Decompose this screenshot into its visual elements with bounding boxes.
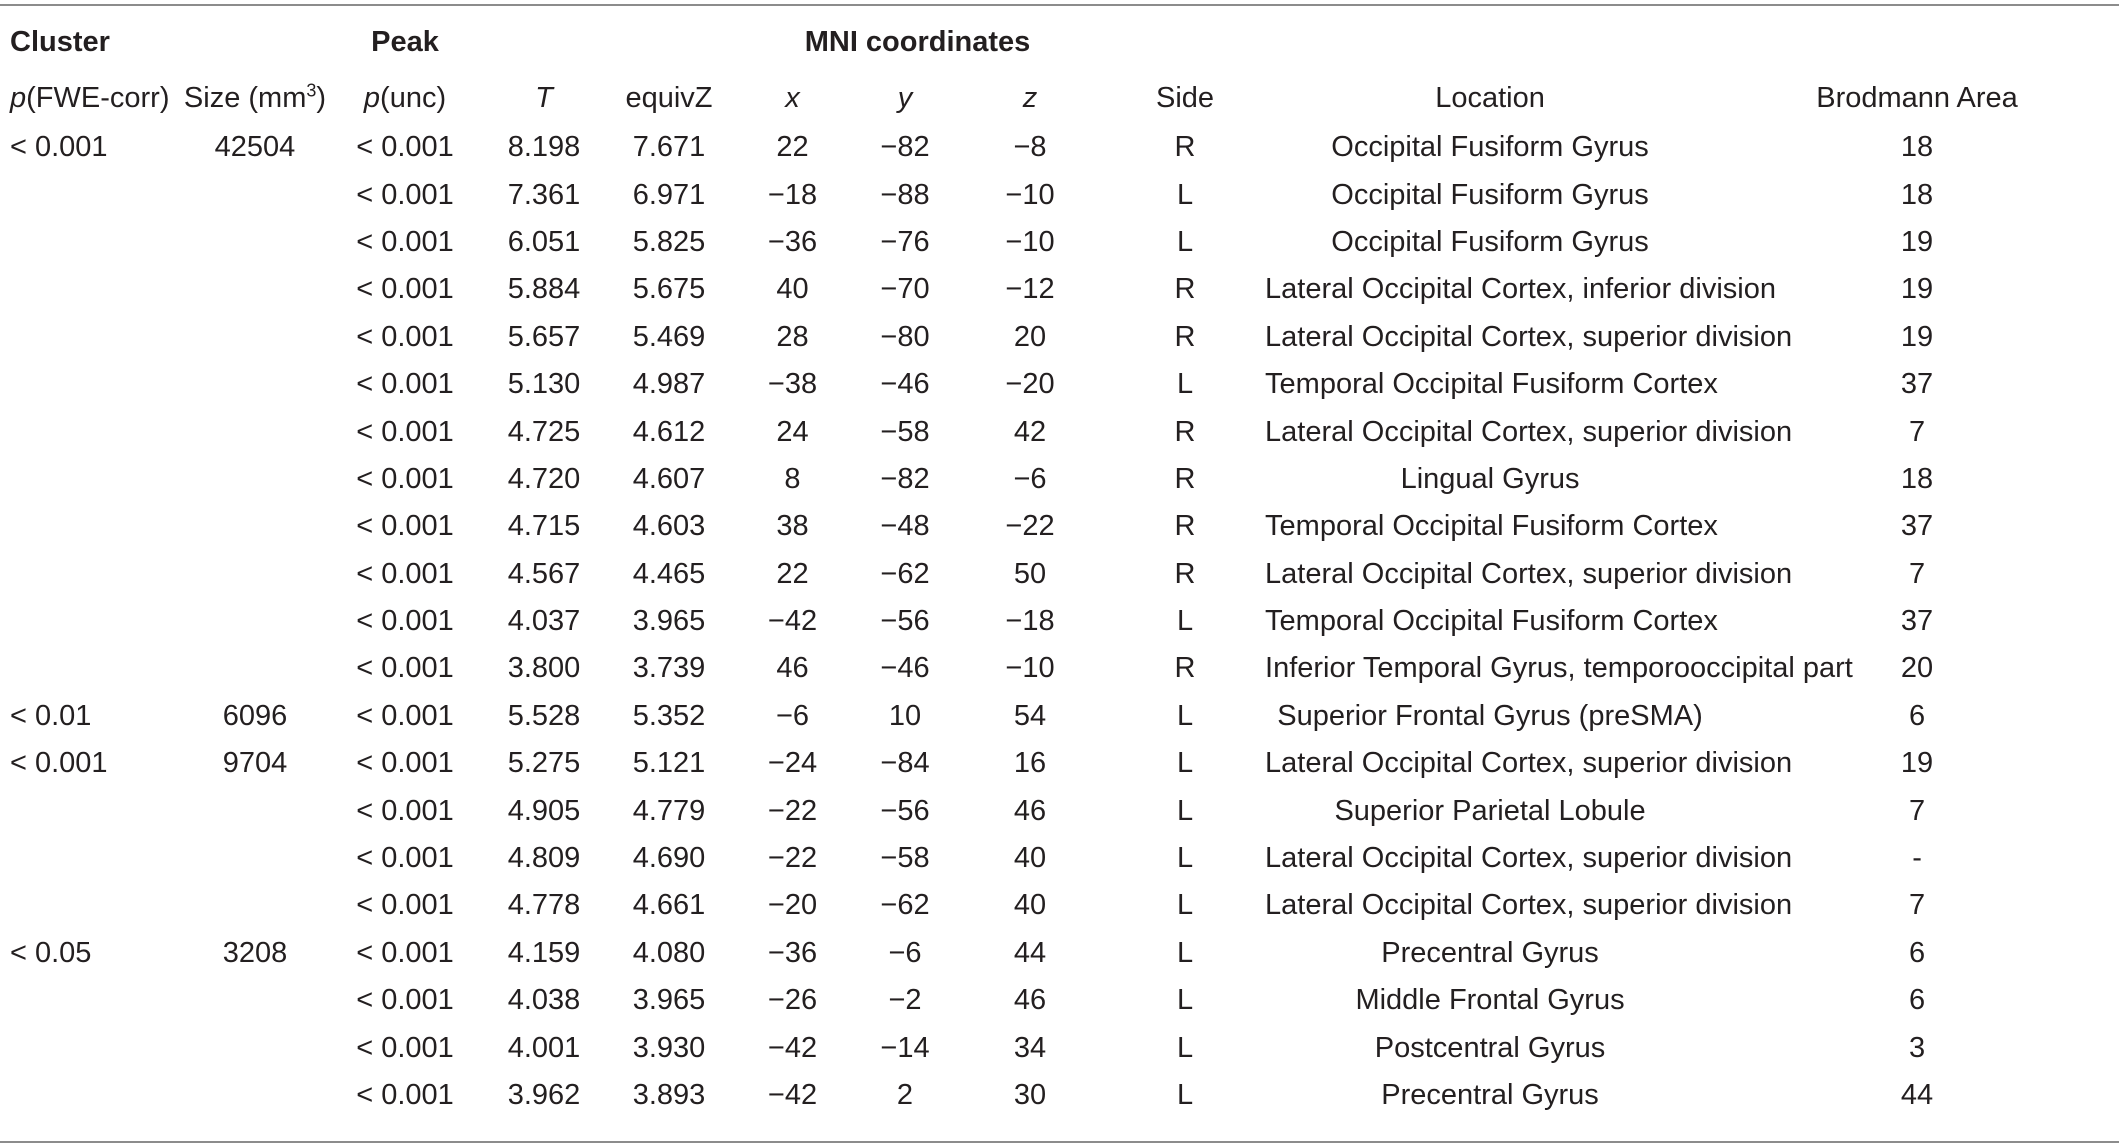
cell-size: [180, 503, 330, 550]
cell-punc: < 0.001: [356, 462, 454, 495]
table-row: [0, 645, 2119, 692]
cell-brodmann-area: 37: [1900, 510, 1934, 543]
cell-x: −22: [767, 842, 818, 875]
cell-equivz: 4.661: [632, 889, 706, 922]
col-punc-header: p(unc): [363, 81, 447, 114]
table-row: [0, 361, 2119, 408]
cell-y: −76: [880, 225, 930, 258]
cell-brodmann-area: -: [1912, 842, 1922, 875]
cell-brodmann-area: 3: [1908, 1031, 1926, 1064]
cell-z: −10: [1005, 225, 1055, 258]
cell-t: 4.715: [507, 510, 581, 543]
cell-punc: < 0.001: [356, 415, 454, 448]
cell-x: −42: [767, 1031, 818, 1064]
cell-pfwe: [0, 408, 180, 455]
col-z-header: z: [1022, 81, 1038, 114]
cell-pfwe: [0, 977, 180, 1024]
col-t-header: T: [535, 81, 553, 114]
cell-side: L: [1176, 1079, 1194, 1111]
cell-brodmann-area: 7: [1908, 794, 1926, 827]
cell-punc: < 0.001: [356, 699, 454, 732]
table-row: [0, 171, 2119, 218]
cell-equivz: 5.121: [632, 747, 706, 780]
cell-x: −38: [767, 368, 818, 401]
cell-punc: < 0.001: [356, 889, 454, 922]
cell-y: −46: [880, 368, 930, 401]
cell-punc: < 0.001: [356, 225, 454, 258]
cell-equivz: 4.080: [632, 936, 706, 969]
cell-z: 40: [1013, 889, 1047, 922]
cell-pfwe: [0, 645, 180, 692]
bottom-rule: [0, 1141, 2119, 1143]
cell-equivz: 4.612: [632, 415, 706, 448]
cell-punc: < 0.001: [356, 794, 454, 827]
cell-brodmann-area: 18: [1900, 462, 1934, 495]
cell-punc: < 0.001: [356, 936, 454, 969]
cell-y: −48: [880, 510, 930, 543]
cell-brodmann-area: 37: [1900, 605, 1934, 638]
col-location-header: Location: [1435, 81, 1545, 114]
cell-t: 4.809: [507, 842, 581, 875]
cell-y: −80: [880, 320, 930, 353]
cell-y: −84: [880, 747, 930, 780]
cell-brodmann-area: 18: [1900, 178, 1934, 211]
cell-z: −10: [1005, 652, 1055, 685]
cell-punc: < 0.001: [356, 273, 454, 306]
cell-y: −6: [888, 936, 922, 969]
cell-y: −56: [880, 794, 930, 827]
cell-size: [180, 1072, 330, 1119]
col-y-header: y: [897, 81, 913, 114]
cell-size: [180, 408, 330, 455]
table-row: [0, 124, 2119, 171]
cluster-group-header: Cluster: [10, 25, 110, 58]
table-row: [0, 882, 2119, 929]
cell-y: −88: [880, 178, 930, 211]
cell-size: [180, 882, 330, 929]
cell-x: −26: [767, 984, 818, 1017]
cell-size: 6096: [222, 699, 288, 732]
cell-y: −82: [880, 131, 930, 164]
table-row: [0, 551, 2119, 598]
cell-pfwe: < 0.001: [10, 747, 108, 780]
cell-side: L: [1176, 1031, 1194, 1064]
cell-location: Lateral Occipital Cortex, superior division: [1265, 320, 1793, 353]
cell-side: L: [1176, 794, 1194, 827]
cell-x: 40: [776, 273, 809, 306]
cell-t: 4.001: [507, 1031, 581, 1064]
cell-side: R: [1174, 273, 1196, 306]
cell-equivz: 3.930: [632, 1031, 706, 1064]
table-row: [0, 266, 2119, 313]
cell-equivz: 4.607: [632, 462, 706, 495]
cell-location: Occipital Fusiform Gyrus: [1331, 131, 1649, 164]
table-row: [0, 740, 2119, 787]
cell-t: 4.720: [507, 462, 581, 495]
cell-y: −46: [880, 652, 930, 685]
cell-brodmann-area: 19: [1900, 273, 1934, 306]
cell-brodmann-area: 7: [1908, 557, 1926, 590]
cell-t: 4.778: [507, 889, 581, 922]
cell-brodmann-area: 6: [1908, 699, 1926, 732]
cell-equivz: 5.352: [632, 699, 706, 732]
cell-z: 46: [1013, 984, 1047, 1017]
cell-brodmann-area: 19: [1900, 320, 1934, 353]
cell-y: −58: [880, 842, 930, 875]
cell-z: −18: [1005, 605, 1055, 638]
cell-side: L: [1176, 225, 1194, 258]
cell-brodmann-area: 7: [1908, 415, 1926, 448]
cell-location: Precentral Gyrus: [1381, 1079, 1599, 1111]
cell-t: 5.884: [507, 273, 581, 306]
cell-side: R: [1174, 320, 1196, 353]
table-row: [0, 408, 2119, 455]
cell-t: 4.038: [507, 984, 581, 1017]
cell-side: L: [1176, 605, 1194, 638]
cell-x: 8: [784, 462, 801, 495]
cell-equivz: 7.671: [632, 131, 706, 164]
cell-x: 22: [776, 131, 809, 164]
cell-size: [180, 787, 330, 834]
cell-pfwe: [0, 219, 180, 266]
cell-x: −20: [767, 889, 818, 922]
cell-brodmann-area: 18: [1900, 131, 1934, 164]
cell-y: −62: [880, 889, 930, 922]
cell-t: 8.198: [507, 131, 581, 164]
cell-equivz: 3.965: [632, 605, 706, 638]
cell-brodmann-area: 19: [1900, 225, 1934, 258]
cell-equivz: 5.675: [632, 273, 706, 306]
cell-location: Lateral Occipital Cortex, superior division: [1265, 415, 1793, 448]
cell-equivz: 4.779: [632, 794, 706, 827]
cell-location: Middle Frontal Gyrus: [1355, 984, 1625, 1017]
cell-pfwe: < 0.001: [10, 131, 108, 164]
col-equivz-header: equivZ: [625, 81, 713, 114]
cell-t: 5.275: [507, 747, 581, 780]
cell-size: 9704: [222, 747, 288, 780]
col-ba-header: Brodmann Area: [1816, 81, 2018, 114]
cell-pfwe: [0, 598, 180, 645]
cell-x: −42: [767, 1079, 818, 1111]
table-row: [0, 835, 2119, 882]
cell-t: 4.037: [507, 605, 581, 638]
cell-z: 50: [1013, 557, 1047, 590]
peak-group-header: Peak: [371, 25, 439, 58]
cell-pfwe: [0, 882, 180, 929]
cell-location: Temporal Occipital Fusiform Cortex: [1265, 605, 1718, 638]
cell-location: Lingual Gyrus: [1400, 462, 1580, 495]
cell-location: Superior Parietal Lobule: [1334, 794, 1646, 827]
cell-location: Temporal Occipital Fusiform Cortex: [1265, 510, 1718, 543]
cell-pfwe: [0, 266, 180, 313]
cell-location: Inferior Temporal Gyrus, temporooccipital part: [1265, 652, 1853, 685]
cell-z: 44: [1013, 936, 1047, 969]
cell-pfwe: [0, 314, 180, 361]
table-row: [0, 598, 2119, 645]
cell-brodmann-area: 37: [1900, 368, 1934, 401]
cell-side: R: [1174, 510, 1196, 543]
cell-punc: < 0.001: [356, 1079, 454, 1111]
cell-x: −42: [767, 605, 818, 638]
cell-x: −18: [767, 178, 818, 211]
cell-side: L: [1176, 178, 1194, 211]
cell-size: 3208: [222, 936, 288, 969]
cell-punc: < 0.001: [356, 652, 454, 685]
cell-z: 46: [1013, 794, 1047, 827]
cell-punc: < 0.001: [356, 842, 454, 875]
cell-z: −12: [1005, 273, 1055, 306]
cell-location: Lateral Occipital Cortex, inferior division: [1265, 273, 1776, 306]
top-rule: [0, 4, 2119, 6]
cell-x: −6: [775, 699, 810, 732]
table-body: [0, 124, 2119, 1119]
cell-side: L: [1176, 747, 1194, 780]
cell-equivz: 5.469: [632, 320, 706, 353]
table-row: [0, 1072, 2119, 1119]
cell-z: 20: [1013, 320, 1047, 353]
cell-pfwe: [0, 361, 180, 408]
cell-location: Temporal Occipital Fusiform Cortex: [1265, 368, 1718, 401]
cell-t: 4.159: [507, 936, 581, 969]
cell-size: [180, 551, 330, 598]
cell-equivz: 4.987: [632, 368, 706, 401]
cell-t: 5.528: [507, 699, 581, 732]
cell-z: 34: [1013, 1031, 1047, 1064]
cell-location: Lateral Occipital Cortex, superior division: [1265, 557, 1793, 590]
cell-punc: < 0.001: [356, 605, 454, 638]
cell-x: 46: [776, 652, 809, 685]
cell-equivz: 3.893: [632, 1079, 706, 1111]
cell-pfwe: < 0.01: [10, 699, 92, 732]
cell-location: Occipital Fusiform Gyrus: [1331, 178, 1649, 211]
cell-location: Superior Frontal Gyrus (preSMA): [1277, 699, 1703, 732]
cell-pfwe: [0, 503, 180, 550]
cell-pfwe: [0, 456, 180, 503]
cell-side: L: [1176, 699, 1194, 732]
cell-punc: < 0.001: [356, 747, 454, 780]
cell-z: 42: [1013, 415, 1047, 448]
cell-y: −82: [880, 462, 930, 495]
cell-pfwe: [0, 787, 180, 834]
cell-z: −10: [1005, 178, 1055, 211]
cell-pfwe: [0, 1072, 180, 1119]
cell-punc: < 0.001: [356, 557, 454, 590]
cell-equivz: 4.465: [632, 557, 706, 590]
cell-z: 16: [1013, 747, 1047, 780]
cell-size: [180, 598, 330, 645]
cell-t: 5.130: [507, 368, 581, 401]
table-row: [0, 930, 2119, 977]
cell-side: L: [1176, 936, 1194, 969]
cell-pfwe: [0, 835, 180, 882]
cell-side: R: [1174, 462, 1196, 495]
table-row: [0, 787, 2119, 834]
cell-z: −8: [1013, 131, 1047, 164]
cell-y: 2: [896, 1079, 914, 1111]
cell-equivz: 3.965: [632, 984, 706, 1017]
cell-x: −24: [767, 747, 818, 780]
col-side-header: Side: [1156, 81, 1215, 114]
cell-punc: < 0.001: [356, 131, 454, 164]
column-header-row: [0, 72, 2119, 124]
cell-size: [180, 835, 330, 882]
cell-location: Occipital Fusiform Gyrus: [1331, 225, 1649, 258]
group-header-row: [0, 12, 2119, 72]
cell-brodmann-area: 20: [1900, 652, 1934, 685]
cell-punc: < 0.001: [356, 320, 454, 353]
cell-size: 42504: [214, 131, 296, 164]
cell-y: −2: [888, 984, 922, 1017]
cell-size: [180, 361, 330, 408]
col-x-header: x: [785, 81, 800, 114]
col-size-header: Size $(mm^3)$: [183, 79, 327, 114]
cell-pfwe: [0, 551, 180, 598]
cell-brodmann-area: 44: [1900, 1079, 1934, 1111]
cell-side: L: [1176, 842, 1194, 875]
cell-punc: < 0.001: [356, 368, 454, 401]
table-row: [0, 314, 2119, 361]
cell-t: 3.962: [507, 1079, 581, 1111]
table-row: [0, 977, 2119, 1024]
table-row: [0, 219, 2119, 266]
cell-brodmann-area: 6: [1908, 984, 1926, 1017]
cell-punc: < 0.001: [356, 1031, 454, 1064]
cell-t: 6.051: [507, 225, 581, 258]
cell-punc: < 0.001: [356, 178, 454, 211]
cell-size: [180, 1024, 330, 1071]
cell-side: L: [1176, 889, 1194, 922]
cell-x: −36: [767, 936, 818, 969]
cell-x: 22: [776, 557, 809, 590]
cell-location: Lateral Occipital Cortex, superior division: [1265, 747, 1793, 780]
cell-side: L: [1176, 984, 1194, 1017]
cell-pfwe: [0, 171, 180, 218]
cell-x: −36: [767, 225, 818, 258]
cell-x: −22: [767, 794, 818, 827]
cell-size: [180, 266, 330, 313]
cell-y: −14: [880, 1031, 930, 1064]
cell-side: R: [1174, 131, 1196, 164]
table-row: [0, 1024, 2119, 1071]
cell-y: 10: [888, 699, 922, 732]
cell-x: 24: [776, 415, 809, 448]
col-pfwe-header: p(FWE-corr): [10, 81, 170, 114]
cell-equivz: 6.971: [632, 178, 706, 211]
cell-t: 4.725: [507, 415, 581, 448]
cell-t: 4.567: [507, 557, 581, 590]
cell-equivz: 5.825: [632, 225, 706, 258]
cell-z: −20: [1005, 368, 1055, 401]
cell-x: 38: [776, 510, 809, 543]
mni-results-table: [0, 12, 2119, 1119]
cell-t: 5.657: [507, 320, 581, 353]
table-row: [0, 456, 2119, 503]
cell-y: −62: [880, 557, 930, 590]
cell-z: 30: [1013, 1079, 1047, 1111]
cell-size: [180, 314, 330, 361]
cell-location: Lateral Occipital Cortex, superior division: [1265, 889, 1793, 922]
cell-side: R: [1174, 557, 1196, 590]
cell-x: 28: [776, 320, 809, 353]
mni-group-header: MNI coordinates: [804, 25, 1031, 58]
cell-y: −70: [880, 273, 930, 306]
cell-side: R: [1174, 415, 1196, 448]
cell-pfwe: [0, 1024, 180, 1071]
cell-z: −22: [1005, 510, 1055, 543]
cell-location: Postcentral Gyrus: [1374, 1031, 1606, 1064]
cell-punc: < 0.001: [356, 510, 454, 543]
cell-size: [180, 456, 330, 503]
cell-size: [180, 219, 330, 266]
cell-punc: < 0.001: [356, 984, 454, 1017]
cell-location: Lateral Occipital Cortex, superior division: [1265, 842, 1793, 875]
cell-t: 4.905: [507, 794, 581, 827]
cell-z: 54: [1013, 699, 1047, 732]
cell-y: −58: [880, 415, 930, 448]
cell-equivz: 3.739: [632, 652, 706, 685]
cell-side: R: [1174, 652, 1196, 685]
table-row: [0, 693, 2119, 740]
cell-equivz: 4.603: [632, 510, 706, 543]
table-row: [0, 503, 2119, 550]
cell-brodmann-area: 19: [1900, 747, 1934, 780]
cell-z: 40: [1013, 842, 1047, 875]
cell-z: −6: [1013, 462, 1047, 495]
cell-t: 7.361: [507, 178, 581, 211]
cell-size: [180, 977, 330, 1024]
cell-side: L: [1176, 368, 1194, 401]
cell-brodmann-area: 7: [1908, 889, 1926, 922]
cell-t: 3.800: [507, 652, 581, 685]
cell-location: Precentral Gyrus: [1381, 936, 1599, 969]
cell-size: [180, 171, 330, 218]
cell-size: [180, 645, 330, 692]
cell-equivz: 4.690: [632, 842, 706, 875]
cell-brodmann-area: 6: [1908, 936, 1926, 969]
cell-y: −56: [880, 605, 930, 638]
cell-pfwe: < 0.05: [10, 936, 92, 969]
